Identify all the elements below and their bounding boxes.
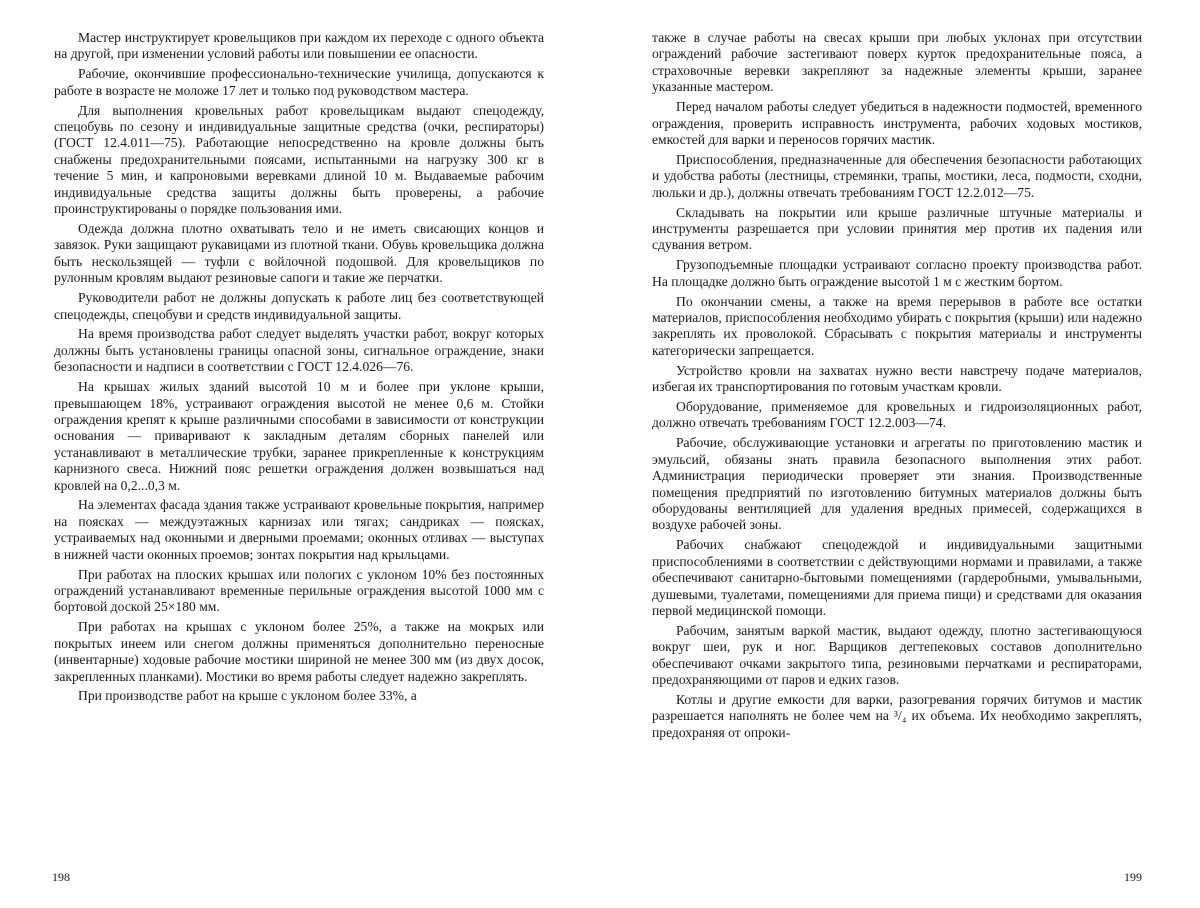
paragraph: На элементах фасада здания также устраивают кровельные покрытия, например на поясках — междуэтажных карнизах или тягах; сандриках — поясках, устраиваемых над оконными и дверными проемами; оконных отливах — выступах в нижней части оконных проемов; зонтах покрытия над крыльцами. [54,497,544,562]
paragraph: По окончании смены, а также на время перерывов в работе все остатки материалов, приспособления необходимо убирать с покрытия (крыши) или надежно закреплять их проволокой. Сбрасывать с покрытия материалы и инструменты категорически запрещается. [652,293,1142,358]
paragraph: Рабочие, окончившие профессионально-технические училища, допускаются к работе в возрасте не моложе 17 лет и только под руководством мастера. [54,66,544,98]
paragraph: На время производства работ следует выделять участки работ, вокруг которых должны быть установлены границы опасной зоны, сигнальное ограждение, знаки безопасности и надписи в соответствии с ГОСТ 12.4.026—76. [54,326,544,375]
paragraph: Рабочие, обслуживающие установки и агрегаты по приготовлению мастик и эмульсий, обязаны знать правила безопасного выполнения этих работ. Администрация периодически проверяет эти знания. Производственные помещения предприятий по изготовлению битумных материалов должны быть оборудованы вентиляцией для удаления вредных примесей, содержащихся в воздухе рабочей зоны. [652,435,1142,533]
right-page-text [652,30,1142,745]
paragraph: Устройство кровли на захватах нужно вести навстречу подаче материалов, избегая их транспортирования по готовым участкам кровли. [652,362,1142,395]
page-number-right: 199 [1124,870,1142,884]
page-number-left: 198 [52,870,70,884]
paragraph: Оборудование, применяемое для кровельных и гидроизоляционных работ, должно отвечать требованиям ГОСТ 12.2.003—74. [652,399,1142,431]
paragraph: Одежда должна плотно охватывать тело и не иметь свисающих концов и завязок. Руки защищают рукавицами из плотной ткани. Обувь кровельщика должна быть нескользящей — туфли с войлочной подошвой. Для кровельщиков по рулонным кровлям выдают резиновые сапоги и такие же перчатки. [54,220,544,286]
paragraph: Грузоподъемные площадки устраивают согласно проекту производства работ. На площадке должно быть ограждение высотой 1 м с жестким бортом. [652,257,1142,289]
paragraph: Рабочих снабжают спецодеждой и индивидуальными защитными приспособлениями в соответствии с действующими нормами и правилами, а также обеспечивают санитарно-бытовыми помещениями (гардеробными, умывальными, душевыми, туалетами, помещениями для приема пищи) и средствами для оказания первой медицинской помощи. [652,537,1142,618]
paragraph: Приспособления, предназначенные для обеспечения безопасности работающих и удобства работы (лестницы, стремянки, трапы, мостики, леса, подмости, сходни, люльки и др.), должны отвечать требованиям ГОСТ 12.2.012—75. [652,151,1142,200]
paragraph: Для выполнения кровельных работ кровельщикам выдают спецодежду, спецобувь по сезону и индивидуальные защитные средства (очки, респираторы) (ГОСТ 12.4.011—75). Работающие непосредственно на кровле должны быть снабжены предохранительными поясами, испытанными на нагрузку 300 кг в течение 5 мин, и капроновыми веревками длиной 10 м. Выдаваемые рабочим индивидуальные средства защиты должны быть проверены, а рабочие проинструктированы о порядке пользования ими. [54,102,544,217]
paragraph: Руководители работ не должны допускать к работе лиц без соответствующей спецодежды, спецобуви и средств индивидуальной защиты. [54,290,544,322]
paragraph: При работах на крышах с уклоном более 25%, а также на мокрых или покрытых инеем или снегом должны применяться дополнительно переносные (инвентарные) ходовые рабочие мостики шириной не менее 300 мм (из двух досок, закрепленных планками). Мостики во время работы следует надежно закреплять. [54,619,544,684]
paragraph: Рабочим, занятым варкой мастик, выдают одежду, плотно застегивающуюся вокруг шеи, рук и ног. Варщиков дегтепековых составов дополнительно обеспечивают очками закрытого типа, резиновыми перчатками и респираторами, предохраняющими от паров и едких газов. [652,622,1142,688]
paragraph: Котлы и другие емкости для варки, разогревания горячих битумов и мастик разрешается наполнять не более чем на ³/₄ их объема. Их необходимо закреплять, предохраняя от опроки- [652,691,1142,740]
paragraph: При производстве работ на крыше с уклоном более 33%, а [78,688,417,704]
paragraph: На крышах жилых зданий высотой 10 м и более при уклоне крыши, превышающем 18%, устраивают ограждения высотой не менее 0,6 м. Стойки ограждения крепят к крыше различными способами в зависимости от конструкции основания — приваривают к закладным деталям сборных панелей или устанавливают в металлические трубки, заранее прикрепленные к конструкциям карнизного свеса. Нижний пояс решетки ограждения должен возвышаться над кровлей на 0,2...0,3 м. [54,379,544,493]
left-page-text [54,30,544,708]
paragraph: Перед началом работы следует убедиться в надежности подмостей, временного ограждения, проверить исправность инструмента, рабочих ходовых мостиков, емкостей для варки и переносов горячих мастик. [652,99,1142,147]
paragraph: Мастер инструктирует кровельщиков при каждом их переходе с одного объекта на другой, при изменении условий работы или повышении ее опасности. [54,30,544,62]
paragraph: Складывать на покрытии или крыше различные штучные материалы и инструменты разрешается при условии принятия мер против их падения или сдувания ветром. [652,204,1142,253]
paragraph-continued: также в случае работы на свесах крыши при любых уклонах при отсутствии ограждений рабочие застегивают поверх курток предохранительные пояса, а страховочные веревки закрепляют за надежные элементы крыши, заранее указанные мастером. [652,30,1142,95]
paragraph: При работах на плоских крышах или пологих с уклоном 10% без постоянных ограждений устанавливают временные перильные ограждения высотой 1000 мм с бортовой доской 25×180 мм. [54,566,544,615]
